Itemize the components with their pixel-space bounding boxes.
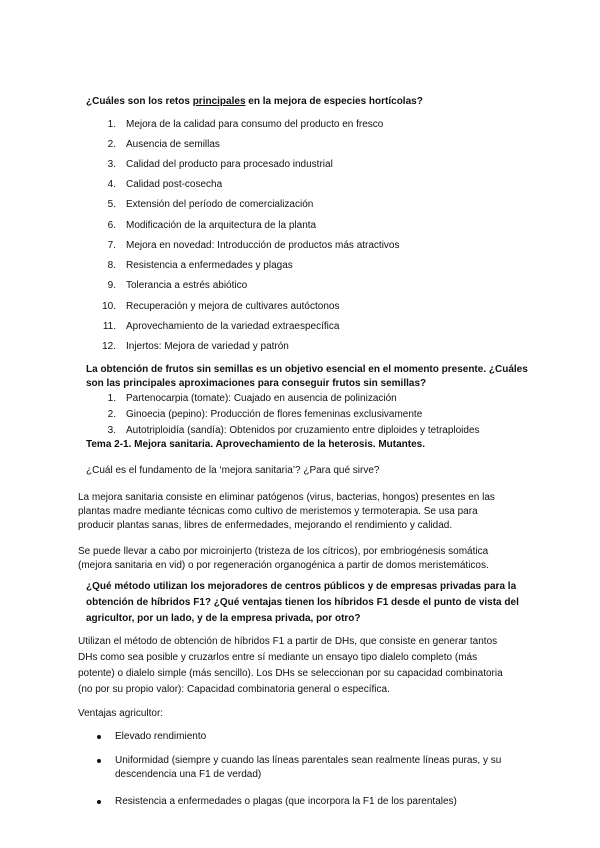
list-item: 5. Extensión del período de comercialización [107,199,314,210]
paragraph-line: (mejora sanitaria en vid) o por regeneración organogénica a partir de domos meristemáticos. [78,560,489,571]
section-heading-rest: . Mejora sanitaria. Aprovechamiento de la heterosis. Mutantes. [128,439,426,450]
list-item: 12. Injertos: Mejora de variedad y patrón [102,341,289,352]
section-heading [86,439,425,450]
question-mejora-sanitaria: ¿Cuál es el fundamento de la ‘mejora sanitaria’? ¿Para qué sirve? [86,465,380,476]
paragraph-line: Utilizan el método de obtención de híbridos F1 a partir de DHs, que consiste en generar tantos [78,636,498,647]
list-item: 1. Partenocarpia (tomate): Cuajado en ausencia de polinización [107,393,397,404]
list-item: Uniformidad (siempre y cuando las líneas parentales sean realmente líneas puras, y su [115,755,502,766]
bullet-icon [97,735,101,739]
bullet-icon [97,759,101,763]
ventajas-label: Ventajas agricultor: [78,708,164,719]
list-item: 8. Resistencia a enfermedades y plagas [107,260,293,271]
paragraph-line: (no por su propio valor): Capacidad combinatoria general o específica. [78,684,390,695]
list-item: 10. Recuperación y mejora de cultivares autóctonos [102,301,340,312]
paragraph-line: plantas madre mediante técnicas como cultivo de meristemos y termoterapia. Se usa para [78,506,478,517]
question-hibridos-line: obtención de híbridos F1? ¿Qué ventajas tienen los híbridos F1 desde el punto de vista del [86,597,519,608]
paragraph-line: potente) o dialelo simple (más sencillo). Los DHs se seleccionan por su capacidad combinatoria [78,668,503,679]
question-text: ¿Cuáles son los retos [86,96,193,107]
list-item: 3. Calidad del producto para procesado industrial [107,159,333,170]
question-frutos-line1: La obtención de frutos sin semillas es un objetivo esencial en el momento presente. ¿Cuáles [86,364,528,375]
paragraph-line: producir plantas sanas, libres de enfermedades, mejorando el rendimiento y calidad. [78,520,453,531]
question-text-end: en la mejora de especies hortícolas? [245,96,423,107]
section-heading-title: Tema 2-1 [86,439,129,450]
question-retos [86,96,423,107]
question-underlined-word: principales [192,96,246,107]
list-item: 11. Aprovechamiento de la variedad extraespecífica [102,321,340,332]
question-hibridos-line: ¿Qué método utilizan los mejoradores de centros públicos y de empresas privadas para la [86,581,517,592]
paragraph-line: La mejora sanitaria consiste en eliminar patógenos (virus, bacterias, hongos) presentes en las [78,492,495,503]
list-item-continuation: descendencia una F1 de verdad) [115,769,262,780]
question-hibridos-line: agricultor, por un lado, y de la empresa privada, por otro? [86,613,361,624]
bullet-icon [97,800,101,804]
list-item: 7. Mejora en novedad: Introducción de productos más atractivos [107,240,400,251]
list-item: 6. Modificación de la arquitectura de la planta [107,220,317,231]
list-item: 2. Ginoecia (pepino): Producción de flores femeninas exclusivamente [107,409,423,420]
list-item: 3. Autotriploidía (sandía): Obtenidos por cruzamiento entre diploides y tetraploides [107,425,480,436]
paragraph-line: Se puede llevar a cabo por microinjerto (tristeza de los cítricos), por embriogénesis somática [78,546,489,557]
list-item: 9. Tolerancia a estrés abiótico [107,280,248,291]
question-frutos-line2: son las principales aproximaciones para conseguir frutos sin semillas? [86,378,427,389]
list-item: Resistencia a enfermedades o plagas (que incorpora la F1 de los parentales) [115,796,457,807]
list-item: 1. Mejora de la calidad para consumo del producto en fresco [107,119,384,130]
list-item: 2. Ausencia de semillas [107,139,220,150]
list-item: 4. Calidad post-cosecha [107,179,223,190]
list-item: Elevado rendimiento [115,731,207,742]
paragraph-line: DHs como sea posible y cruzarlos entre sí mediante un ensayo tipo dialelo completo (más [78,652,478,663]
